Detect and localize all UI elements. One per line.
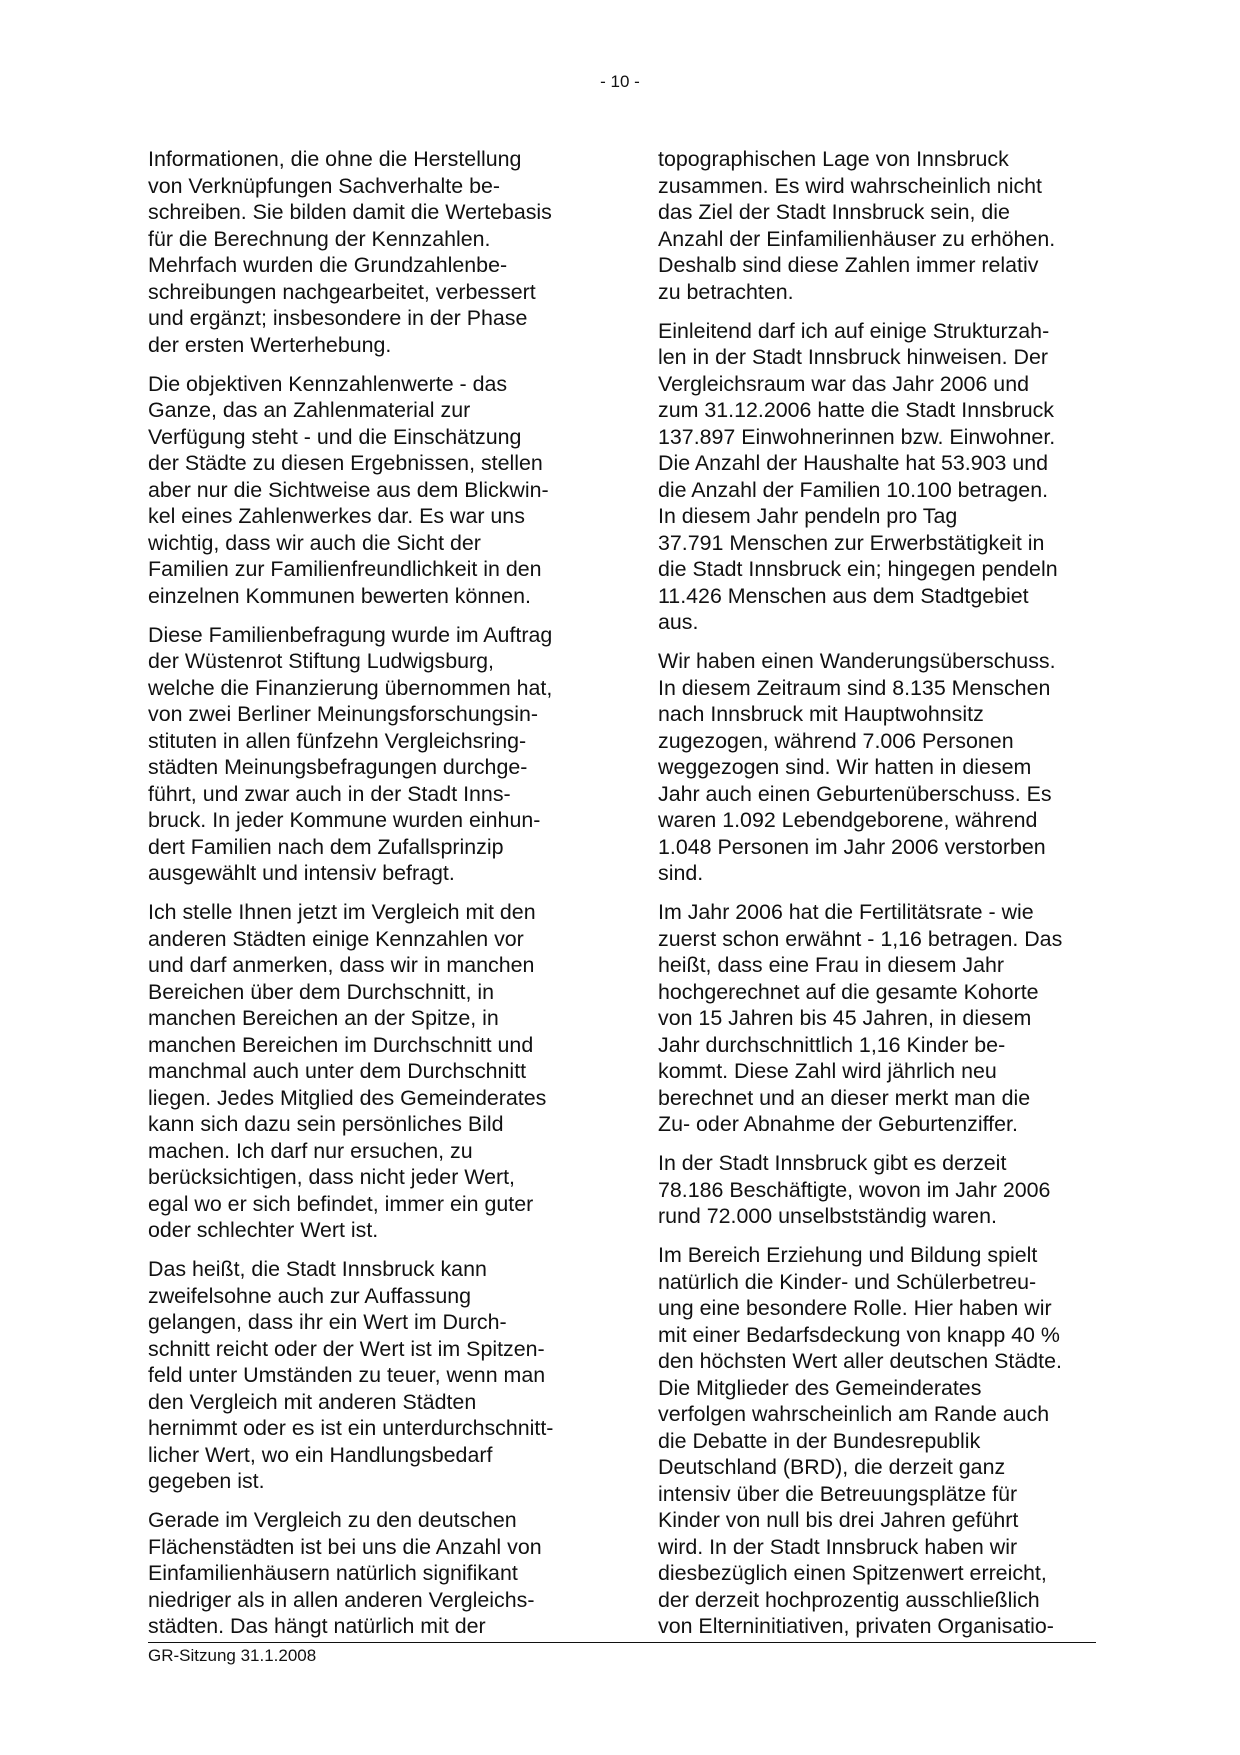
paragraph: Diese Familienbefragung wurde im Auftrag der Wüstenrot Stiftung Ludwigsburg, welche die Finanzierung übernommen hat, von zwei Berliner Meinungsforschungsin- stituten in allen fünfzehn Vergleichsring- städten Meinungsbefragungen durchge- führt, und zwar auch in der Stadt Inns- bruck. In jeder Kommune wurden einhun- dert Familien nach dem Zufallsprinzip ausgewählt und intensiv befragt. xyxy=(148,622,553,885)
paragraph: Gerade im Vergleich zu den deutschen Flächenstädten ist bei uns die Anzahl von Einfamilienhäusern natürlich signifikant niedriger als in allen anderen Vergleichs- städten. Das hängt natürlich mit der xyxy=(148,1508,542,1638)
page-number: - 10 - xyxy=(600,72,640,91)
paragraph: Wir haben einen Wanderungsüberschuss. In diesem Zeitraum sind 8.135 Menschen nach Innsbruck mit Hauptwohnsitz zugezogen, während 7.006 Personen weggezogen sind. Wir hatten in diesem Jahr auch einen Geburtenüberschuss. Es waren 1.092 Lebendgeborene, während 1.048 Personen im Jahr 2006 verstorben sind. xyxy=(658,649,1056,885)
paragraph: In der Stadt Innsbruck gibt es derzeit 78.186 Beschäftigte, wovon im Jahr 2006 rund 72.000 unselbstständig waren. xyxy=(658,1151,1051,1228)
paragraph: Einleitend darf ich auf einige Strukturzah- len in der Stadt Innsbruck hinweisen. Der Vergleichsraum war das Jahr 2006 und zum 31.12.2006 hatte die Stadt Innsbruck 137.897 Einwohnerinnen bzw. Einwohner. Die Anzahl der Haushalte hat 53.903 und die Anzahl der Familien 10.100 betragen. In diesem Jahr pendeln pro Tag 37.791 Menschen zur Erwerbstätigkeit in die Stadt Innsbruck ein; hingegen pendeln 11.426 Menschen aus dem Stadtgebiet aus. xyxy=(658,318,1058,634)
paragraph: Informationen, die ohne die Herstellung von Verknüpfungen Sachverhalte be- schreiben. Sie bilden damit die Wertebasis für die Berechnung der Kennzahlen. Mehrfach wurden die Grundzahlenbe- schreibungen nachgearbeitet, verbessert und ergänzt; insbesondere in der Phase der ersten Werterhebung. xyxy=(148,147,552,357)
paragraph: Die objektiven Kennzahlenwerte - das Ganze, das an Zahlenmaterial zur Verfügung steht - und die Einschätzung der Städte zu diesen Ergebnissen, stellen aber nur die Sichtweise aus dem Blickwin- kel eines Zahlenwerkes dar. Es war uns wichtig, dass wir auch die Sicht der Familien zur Familienfreundlichkeit in den einzelnen Kommunen bewerten können. xyxy=(148,371,549,608)
paragraph: Das heißt, die Stadt Innsbruck kann zweifelsohne auch zur Auffassung gelangen, dass ihr ein Wert im Durch- schnitt reicht oder der Wert ist im Spitzen- feld unter Umständen zu teuer, wenn man den Vergleich mit anderen Städten hernimmt oder es ist ein unterdurchschnitt- licher Wert, wo ein Handlungsbedarf gegeben ist. xyxy=(148,1257,554,1493)
footer-session-date: GR-Sitzung 31.1.2008 xyxy=(148,1646,317,1665)
paragraph: Im Jahr 2006 hat die Fertilitätsrate - wie zuerst schon erwähnt - 1,16 betragen. Das heißt, dass eine Frau in diesem Jahr hochgerechnet auf die gesamte Kohorte von 15 Jahren bis 45 Jahren, in diesem Jahr durchschnittlich 1,16 Kinder be- kommt. Diese Zahl wird jährlich neu berechnet und an dieser merkt man die Zu- oder Abnahme der Geburtenziffer. xyxy=(658,900,1063,1136)
right-column xyxy=(658,146,1110,1652)
paragraph: Im Bereich Erziehung und Bildung spielt natürlich die Kinder- und Schülerbetreu- ung eine besondere Rolle. Hier haben wir mit einer Bedarfsdeckung von knapp 40 % den höchsten Wert aller deutschen Städte. Die Mitglieder des Gemeinderates verfolgen wahrscheinlich am Rande auch die Debatte in der Bundesrepublik Deutschland (BRD), die derzeit ganz intensiv über die Betreuungsplätze für Kinder von null bis drei Jahren geführt wird. In der Stadt Innsbruck haben wir diesbezüglich einen Spitzenwert erreicht, der derzeit hochprozentig ausschließlich von Elterninitiativen, privaten Organisatio- xyxy=(658,1243,1062,1638)
left-column xyxy=(148,146,596,1652)
footer-divider xyxy=(148,1642,1096,1643)
paragraph: topographischen Lage von Innsbruck zusammen. Es wird wahrscheinlich nicht das Ziel der Stadt Innsbruck sein, die Anzahl der Einfamilienhäuser zu erhöhen. Deshalb sind diese Zahlen immer relativ zu betrachten. xyxy=(658,147,1056,304)
paragraph: Ich stelle Ihnen jetzt im Vergleich mit den anderen Städten einige Kennzahlen vor und darf anmerken, dass wir in manchen Bereichen über dem Durchschnitt, in manchen Bereichen an der Spitze, in manchen Bereichen im Durchschnitt und manchmal auch unter dem Durchschnitt liegen. Jedes Mitglied des Gemeinderates kann sich dazu sein persönliches Bild machen. Ich darf nur ersuchen, zu berücksichtigen, dass nicht jeder Wert, egal wo er sich befindet, immer ein guter oder schlechter Wert ist. xyxy=(148,900,547,1242)
